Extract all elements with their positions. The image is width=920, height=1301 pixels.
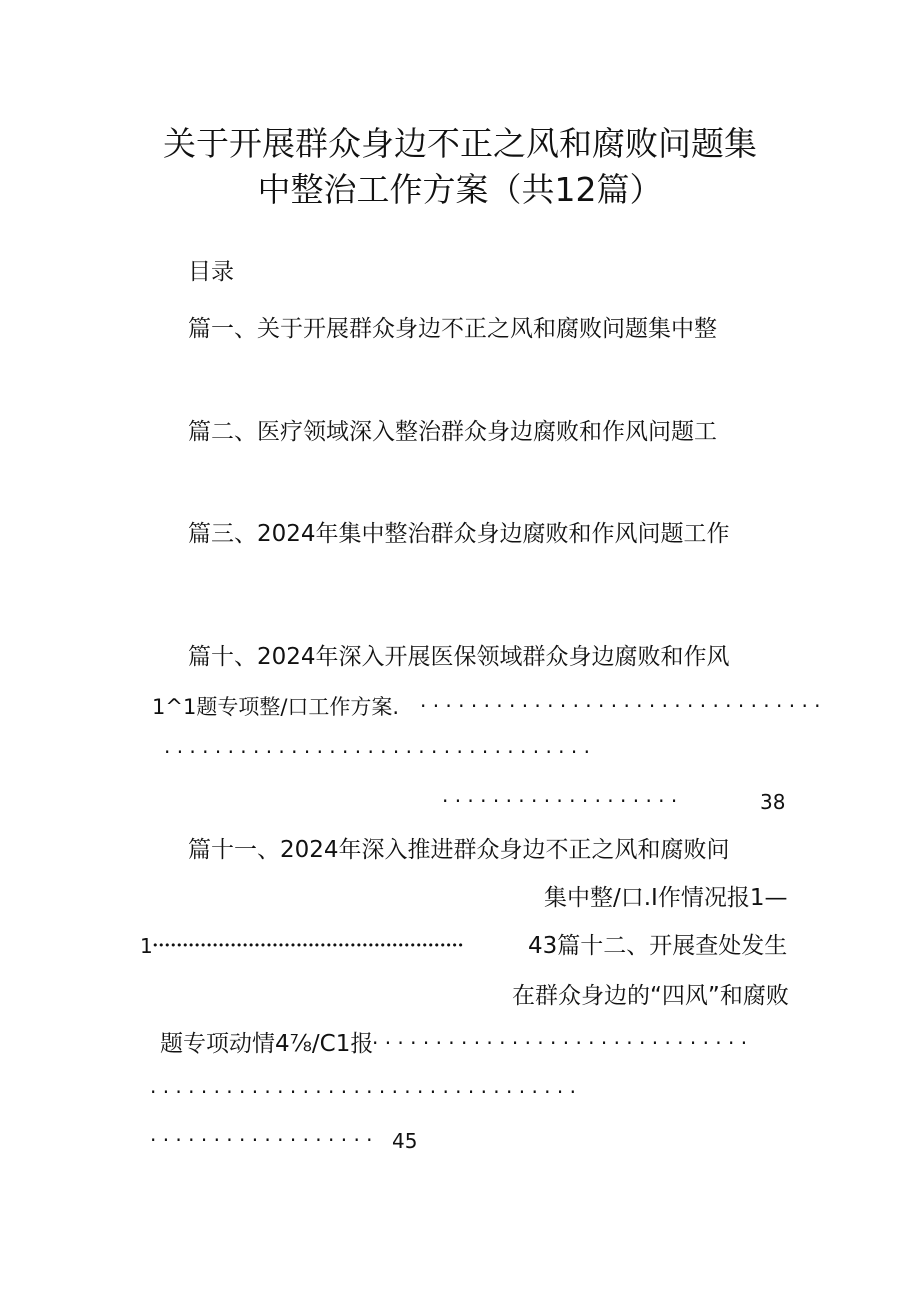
toc-entry-10-leader-3: · · · · · · · · · · · · · · · · · · · bbox=[442, 789, 678, 813]
toc-entry-12-page-number: 45 bbox=[392, 1129, 418, 1153]
toc-entry-11-title: 篇十一、2024年深入推进群众身边不正之风和腐败问 bbox=[188, 837, 730, 863]
toc-entry-10-page-number: 38 bbox=[760, 790, 786, 814]
toc-entry-11-page-and-entry-12-title: 43篇十二、开展查处发生 bbox=[528, 933, 788, 959]
toc-entry-12-leader-1: · · · · · · · · · · · · · · · · · · · · · · · · · · · · · · bbox=[372, 1031, 748, 1055]
toc-entry-12-leader-2: · · · · · · · · · · · · · · · · · · · · · · · · · · · · · · · · · · bbox=[150, 1080, 576, 1104]
toc-entry-12-leader-3: · · · · · · · · · · · · · · · · · · bbox=[150, 1128, 373, 1152]
toc-entry-10-leader-1: · · · · · · · · · · · · · · · · · · · · · · · · · · · · · · · · bbox=[420, 694, 821, 718]
toc-entry-3: 篇三、2024年集中整治群众身边腐败和作风问题工作 bbox=[188, 521, 730, 547]
toc-entry-1: 篇一、关于开展群众身边不正之风和腐败问题集中整 bbox=[188, 316, 717, 342]
toc-entry-11-subtitle: 集中整/口.I作情况报1— bbox=[544, 885, 788, 911]
toc-entry-2: 篇二、医疗领域深入整治群众身边腐败和作风问题工 bbox=[188, 419, 717, 445]
toc-entry-11-start: 1 bbox=[140, 934, 153, 958]
document-title-line-1: 关于开展群众身边不正之风和腐败问题集 bbox=[163, 124, 757, 163]
toc-entry-10-subtitle: 1^1题专项整/口工作方案. bbox=[152, 695, 400, 719]
toc-entry-12-title-line-2: 在群众身边的“四风”和腐败 bbox=[512, 983, 789, 1009]
toc-entry-10-title: 篇十、2024年深入开展医保领域群众身边腐败和作风 bbox=[188, 644, 730, 670]
toc-entry-10-leader-2: · · · · · · · · · · · · · · · · · · · · · · · · · · · · · · · · · · bbox=[164, 740, 590, 764]
toc-entry-11-leader: •••••••••••••••••••••••••••••••••••••••••••••••••••• bbox=[152, 939, 464, 952]
toc-entry-12-subtitle: 题专项动情4⅞/C1报 bbox=[160, 1031, 374, 1057]
toc-heading: 目录 bbox=[188, 259, 234, 285]
document-title-line-2: 中整治工作方案（共12篇） bbox=[257, 170, 663, 209]
